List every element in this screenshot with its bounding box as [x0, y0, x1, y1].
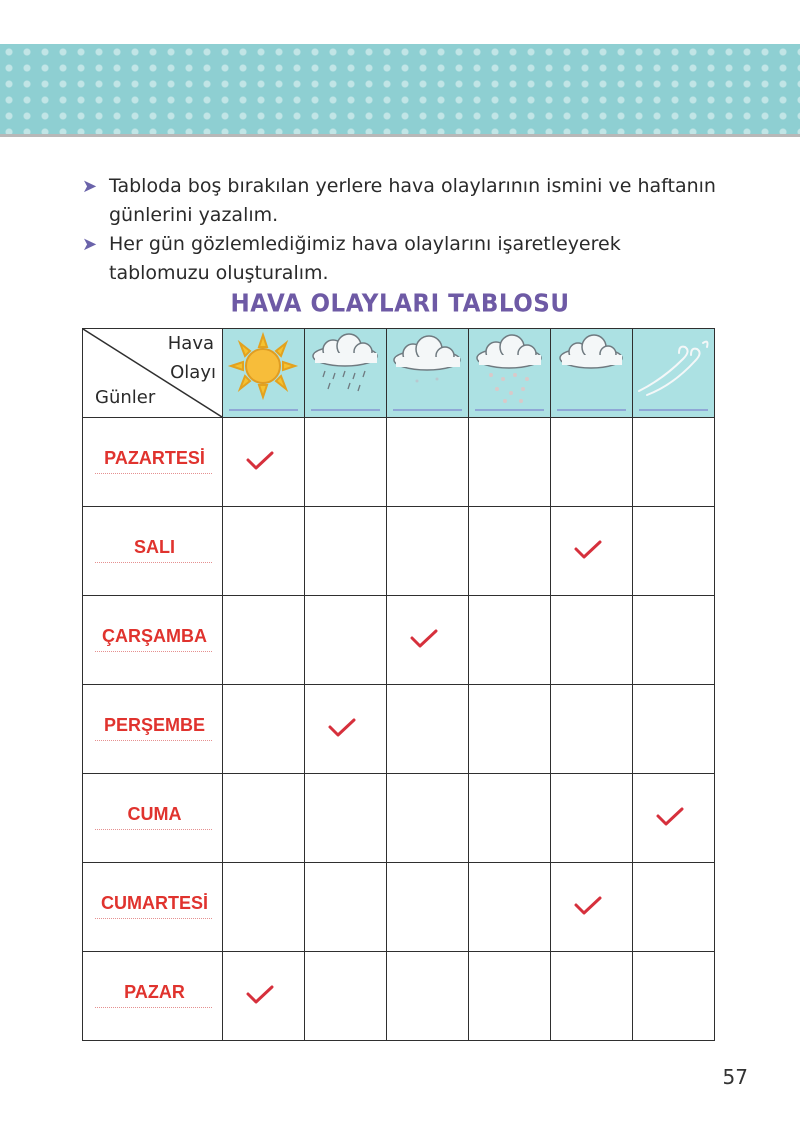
mark-cell[interactable]: [469, 952, 551, 1041]
mark-cell[interactable]: [223, 507, 305, 596]
mark-cell[interactable]: [551, 774, 633, 863]
day-name: PAZAR: [124, 982, 185, 1002]
mark-cell[interactable]: [223, 685, 305, 774]
mark-cell[interactable]: [633, 952, 715, 1041]
write-line: [639, 409, 708, 411]
write-line: [95, 740, 212, 741]
day-name: PAZARTESİ: [104, 448, 205, 468]
mark-cell[interactable]: [387, 596, 469, 685]
mark-cell[interactable]: [551, 418, 633, 507]
day-cell: [83, 596, 223, 685]
checkmark-icon: [573, 895, 603, 917]
day-row: [83, 596, 715, 685]
mark-cell[interactable]: [469, 596, 551, 685]
mark-cell[interactable]: [305, 418, 387, 507]
weather-header-snow: [469, 329, 551, 418]
header-corner-cell: [83, 329, 223, 418]
sun-icon: [223, 329, 304, 417]
checkmark-icon: [573, 539, 603, 561]
page-number: 57: [722, 1065, 748, 1089]
day-row: [83, 685, 715, 774]
mark-cell[interactable]: [469, 507, 551, 596]
mark-cell[interactable]: [223, 952, 305, 1041]
checkmark-icon: [409, 628, 439, 650]
write-line: [557, 409, 626, 411]
cloud-icon: [387, 329, 468, 417]
instruction-item: [82, 230, 722, 288]
write-line: [229, 409, 298, 411]
instruction-text: Tabloda boş bırakılan yerlere hava olaylarının ismini ve haftanın günlerini yazalım.: [109, 175, 716, 226]
write-line: [393, 409, 462, 411]
mark-cell[interactable]: [305, 774, 387, 863]
mark-cell[interactable]: [223, 418, 305, 507]
day-name: CUMA: [127, 804, 182, 824]
day-row: [83, 774, 715, 863]
mark-cell[interactable]: [223, 774, 305, 863]
mark-cell[interactable]: [305, 596, 387, 685]
write-line: [95, 918, 212, 919]
mark-cell[interactable]: [305, 507, 387, 596]
write-line: [95, 1007, 212, 1008]
table-title: HAVA OLAYLARI TABLOSU: [230, 289, 570, 319]
checkmark-icon: [245, 450, 275, 472]
header-banner: [0, 44, 800, 137]
day-cell: [83, 507, 223, 596]
weather-header-rain: [305, 329, 387, 418]
mark-cell[interactable]: [223, 863, 305, 952]
mark-cell[interactable]: [469, 774, 551, 863]
header-top-label: Hava: [167, 333, 214, 354]
day-row: [83, 863, 715, 952]
instruction-item: [82, 172, 722, 230]
wind-icon: [633, 329, 714, 417]
header-row: [83, 329, 715, 418]
mark-cell[interactable]: [633, 507, 715, 596]
write-line: [95, 829, 212, 830]
day-cell: [83, 863, 223, 952]
mark-cell[interactable]: [387, 863, 469, 952]
rain-cloud-icon: [305, 329, 386, 417]
mark-cell[interactable]: [387, 685, 469, 774]
checkmark-icon: [245, 984, 275, 1006]
weather-table: [82, 328, 715, 1041]
mark-cell[interactable]: [551, 507, 633, 596]
header-left-label: Günler: [95, 387, 156, 408]
weather-header-sun: [223, 329, 305, 418]
day-name: PERŞEMBE: [103, 715, 206, 735]
cloudy-icon: [551, 329, 632, 417]
write-line: [95, 473, 212, 474]
day-row: [83, 507, 715, 596]
instruction-text: Her gün gözlemlediğimiz hava olaylarını işaretleyerek tablomuzu oluşturalım.: [109, 233, 621, 284]
mark-cell[interactable]: [551, 685, 633, 774]
day-row: [83, 952, 715, 1041]
mark-cell[interactable]: [551, 952, 633, 1041]
checkmark-icon: [327, 717, 357, 739]
snow-cloud-icon: [469, 329, 550, 417]
arrow-bullet-icon: ➤: [82, 176, 98, 197]
header-top-label: Olayı: [170, 362, 216, 383]
write-line: [95, 651, 212, 652]
mark-cell[interactable]: [387, 418, 469, 507]
mark-cell[interactable]: [305, 952, 387, 1041]
mark-cell[interactable]: [387, 952, 469, 1041]
write-line: [475, 409, 544, 411]
mark-cell[interactable]: [223, 596, 305, 685]
mark-cell[interactable]: [305, 863, 387, 952]
mark-cell[interactable]: [305, 685, 387, 774]
write-line: [95, 562, 212, 563]
mark-cell[interactable]: [551, 863, 633, 952]
mark-cell[interactable]: [633, 863, 715, 952]
mark-cell[interactable]: [469, 418, 551, 507]
day-cell: [83, 685, 223, 774]
mark-cell[interactable]: [633, 774, 715, 863]
day-name: CUMARTESİ: [101, 893, 208, 913]
write-line: [311, 409, 380, 411]
checkmark-icon: [655, 806, 685, 828]
day-row: [83, 418, 715, 507]
weather-header-wind: [633, 329, 715, 418]
weather-header-cloudy: [551, 329, 633, 418]
arrow-bullet-icon: ➤: [82, 234, 98, 255]
day-cell: [83, 774, 223, 863]
day-name: ÇARŞAMBA: [102, 626, 207, 646]
instructions: [82, 172, 722, 288]
mark-cell[interactable]: [633, 596, 715, 685]
mark-cell[interactable]: [387, 774, 469, 863]
mark-cell[interactable]: [633, 685, 715, 774]
day-cell: [83, 418, 223, 507]
day-cell: [83, 952, 223, 1041]
mark-cell[interactable]: [469, 863, 551, 952]
day-name: SALI: [133, 537, 175, 557]
mark-cell[interactable]: [633, 418, 715, 507]
weather-header-cloud: [387, 329, 469, 418]
mark-cell[interactable]: [387, 507, 469, 596]
mark-cell[interactable]: [469, 685, 551, 774]
mark-cell[interactable]: [551, 596, 633, 685]
